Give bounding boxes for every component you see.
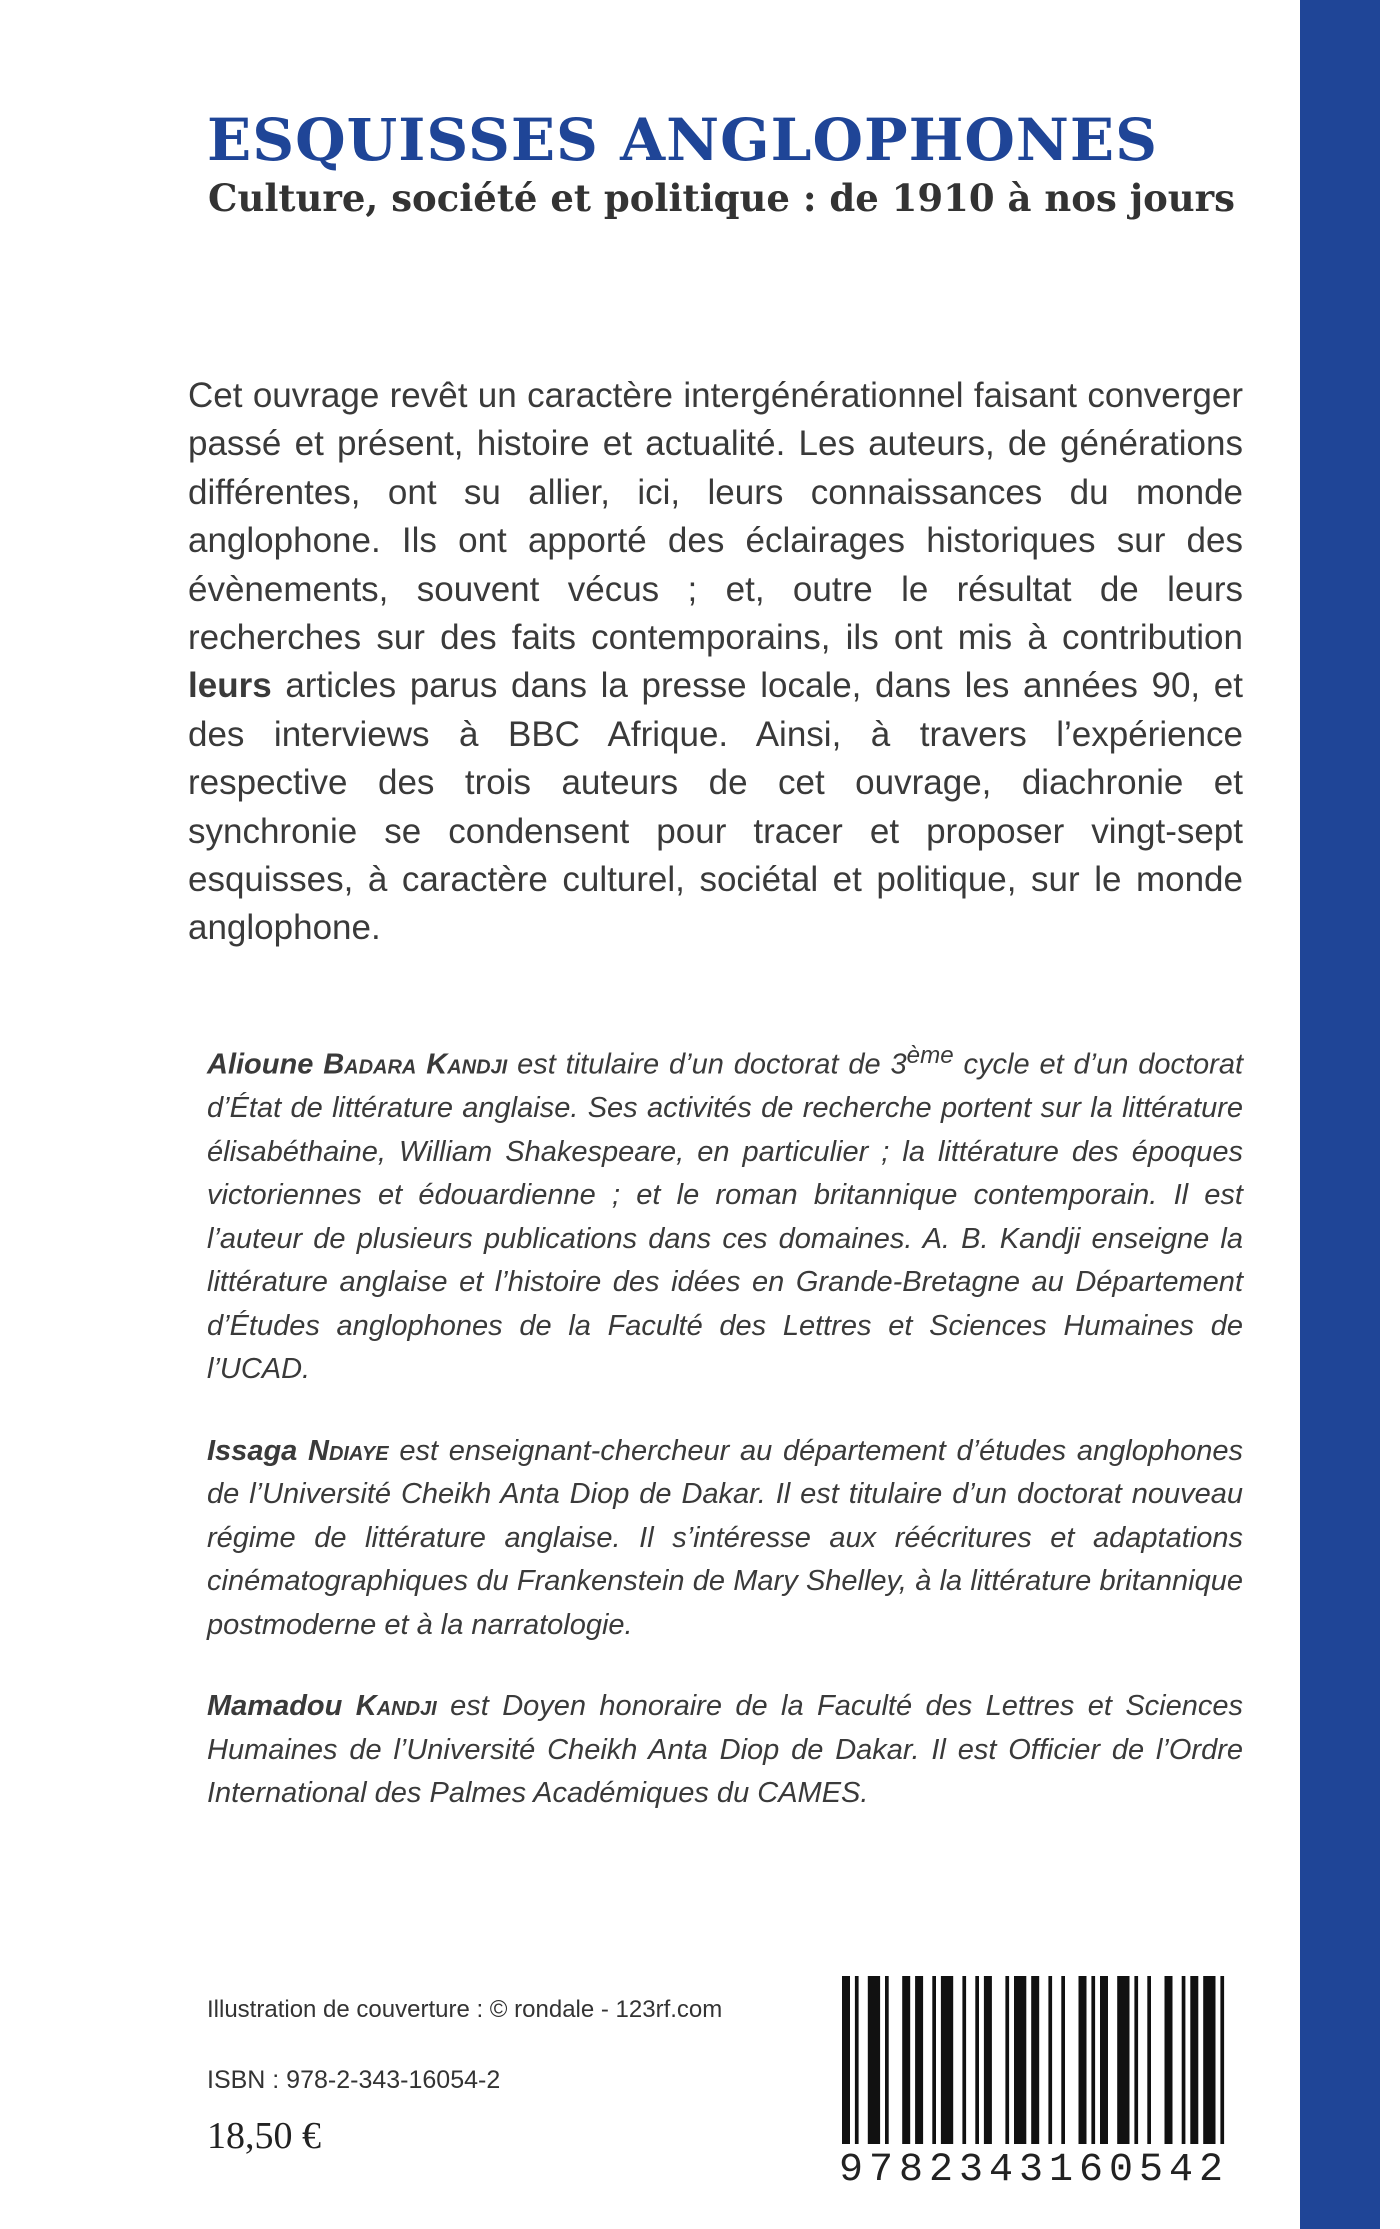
barcode-bar: [1031, 1976, 1039, 2144]
barcode-bar: [962, 1976, 966, 2144]
barcode-bar: [842, 1976, 850, 2144]
blurb-text-part1: Cet ouvrage revêt un caractère intergénérationnel faisant converger passé et présent, histoire et actualité. Les auteurs, de générations différentes, ont su allier, ici, leurs connaissances du monde anglophone. Ils ont apporté des éclairages historiques sur des évènements, souvent vécus ; et, outre le résultat de leurs recherches sur des faits contemporains, ils ont mis à contribution: [188, 376, 1243, 658]
author-bio: [207, 1685, 1243, 1816]
author-bio-text: cycle et d’un doctorat d’État de littérature anglaise. Ses activités de recherche portent sur la littérature élisabéthaine, William Shakespeare, en particulier ; la littérature des époques victoriennes et édouardienne ; et le roman britannique contemporain. Il est l’auteur de plusieurs publications dans ces domaines. A. B. Kandji enseigne la littérature anglaise et l’histoire des idées en Grande-Bretagne au Département d’Études anglophones de la Faculté des Lettres et Sciences Humaines de l’UCAD.: [207, 1048, 1244, 1386]
author-first-name: Mamadou: [207, 1690, 343, 1723]
barcode-bar: [1165, 1976, 1173, 2144]
blurb-paragraph: [188, 372, 1243, 953]
author-bio-text: est titulaire d’un doctorat de 3: [507, 1048, 907, 1081]
barcode-bar: [1100, 1976, 1108, 2144]
barcode-bar: [1203, 1976, 1215, 2144]
barcode-bar: [915, 1976, 923, 2144]
barcode: [838, 1972, 1230, 2193]
cover-illustration-credit: Illustration de couverture : © rondale - 123rf.com: [207, 1996, 723, 2023]
barcode-bar: [984, 1976, 992, 2144]
barcode-bar: [902, 1976, 910, 2144]
author-bio: [207, 1034, 1243, 1392]
barcode-bar: [941, 1976, 953, 2144]
barcode-bar: [1048, 1976, 1052, 2144]
author-last-name: Badara Kandji: [323, 1048, 508, 1081]
isbn: ISBN : 978-2-343-16054-2: [207, 2066, 501, 2094]
barcode-bar: [1220, 1976, 1224, 2144]
barcode-bar: [885, 1976, 889, 2144]
author-bio-text: est Doyen honoraire de la Faculté des Lettres et Sciences Humaines de l’Université Cheikh Anta Diop de Dakar. Il est Officier de l’Ordre International des Palmes Académiques du CAMES.: [207, 1690, 1243, 1810]
author-bio-superscript: ème: [906, 1042, 954, 1069]
author-last-name: Ndiaye: [308, 1434, 389, 1467]
book-title: ESQUISSES ANGLOPHONES: [207, 106, 1159, 174]
barcode-bar: [1182, 1976, 1186, 2144]
barcode-bar: [1117, 1976, 1129, 2144]
spine-stripe: [1300, 0, 1380, 2229]
blurb-text-part2: articles parus dans la presse locale, dans les années 90, et des interviews à BBC Afrique. Ainsi, à travers l’expérience respective des trois auteurs de cet ouvrage, diachronie et synchronie se condensent pour tracer et proposer vingt-sept esquisses, à caractère culturel, sociétal et politique, sur le monde anglophone.: [188, 666, 1243, 948]
barcode-bar: [855, 1976, 859, 2144]
barcode-bar: [1147, 1976, 1151, 2144]
barcode-bar: [1061, 1976, 1065, 2144]
barcode-bar: [868, 1976, 880, 2144]
author-first-name: Issaga: [207, 1434, 298, 1467]
barcode-bar: [1091, 1976, 1095, 2144]
barcode-bar: [975, 1976, 979, 2144]
book-subtitle: Culture, société et politique : de 1910 à nos jours: [208, 176, 1235, 220]
barcode-number: 9782343160542: [838, 2148, 1230, 2193]
price: 18,50 €: [207, 2115, 321, 2157]
barcode-bar: [1079, 1976, 1087, 2144]
barcode-bar: [1134, 1976, 1138, 2144]
author-first-name: Alioune: [207, 1048, 314, 1081]
author-last-name: Kandji: [355, 1690, 437, 1723]
author-bio-text: est enseignant-chercheur au département d’études anglophones de l’Université Cheikh Anta Diop de Dakar. Il est titulaire d’un doctorat nouveau régime de littérature anglaise. Il s’intéresse aux réécritures et adaptations cinématographiques du Frankenstein de Mary Shelley, à la littérature britannique postmoderne et à la narratologie.: [207, 1434, 1243, 1641]
author-bios: [207, 1034, 1243, 1854]
barcode-bar: [1190, 1976, 1198, 2144]
barcode-bar: [932, 1976, 936, 2144]
barcode-bar: [1014, 1976, 1026, 2144]
blurb-highlight: leurs: [188, 666, 272, 706]
barcode-bar: [1005, 1976, 1009, 2144]
author-bio: [207, 1430, 1243, 1648]
